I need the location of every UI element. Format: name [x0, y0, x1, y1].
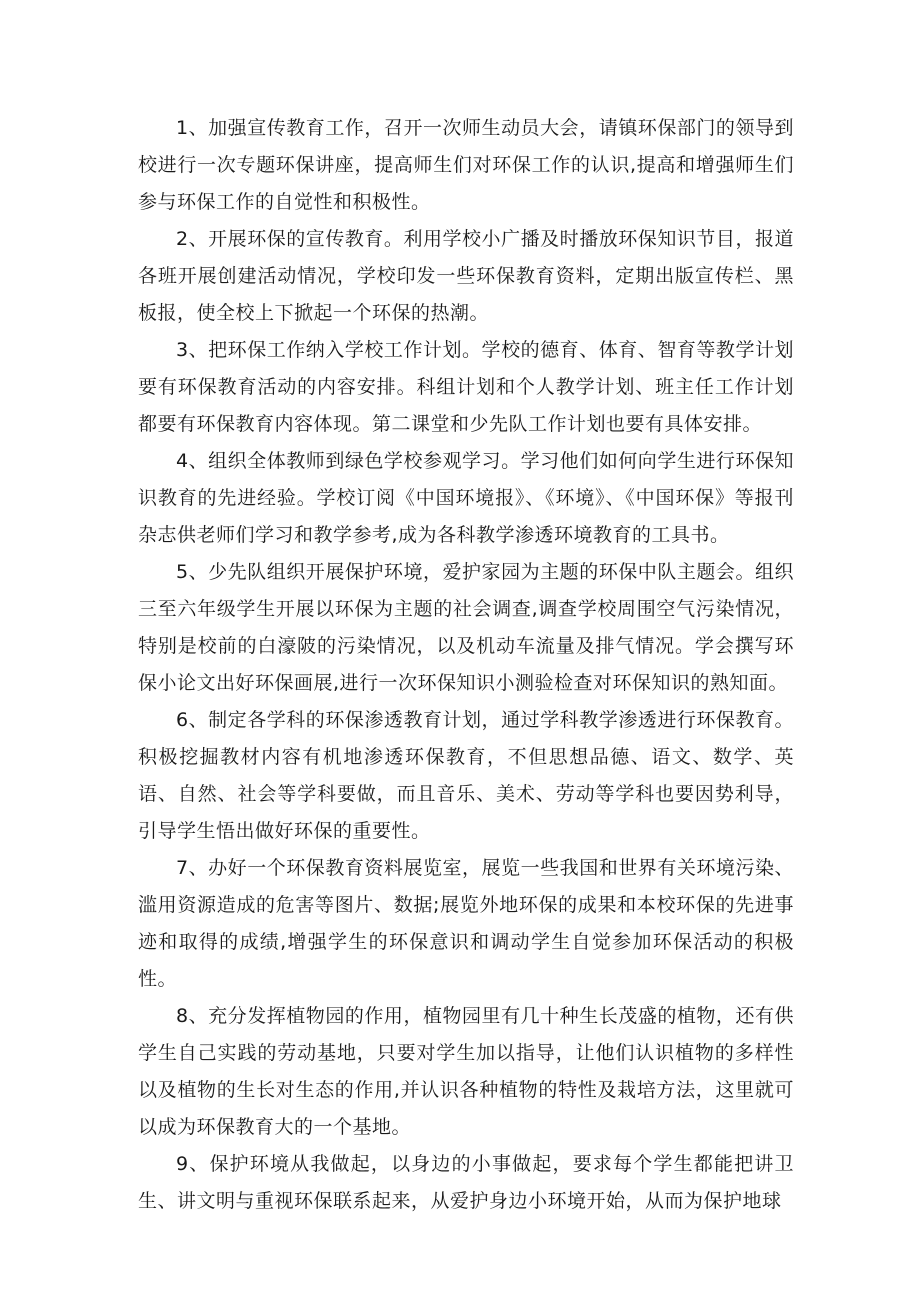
paragraph-9: 9、保护环境从我做起，以身边的小事做起，要求每个学生都能把讲卫生、讲文明与重视环保联系起来，从爱护身边小环境开始，从而为保护地球 — [138, 1153, 794, 1212]
paragraph-6: 6、制定各学科的环保渗透教育计划，通过学科教学渗透进行环保教育。积极挖掘教材内容有机地渗透环保教育，不但思想品德、语文、数学、英语、自然、社会等学科要做，而且音乐、美术、劳动等学科也要因势利导，引导学生悟出做好环保的重要性。 — [138, 709, 794, 842]
paragraph-7: 7、办好一个环保教育资料展览室，展览一些我国和世界有关环境污染、滥用资源造成的危害等图片、数据;展览外地环保的成果和本校环保的先进事迹和取得的成绩,增强学生的环保意识和调动学生自觉参加环保活动的积极性。 — [138, 857, 794, 990]
document-body — [138, 110, 794, 1220]
paragraph-4: 4、组织全体教师到绿色学校参观学习。学习他们如何向学生进行环保知识教育的先进经验。学校订阅《中国环境报》、《环境》、《中国环保》等报刊杂志供老师们学习和教学参考,成为各科教学渗透环境教育的工具书。 — [138, 450, 794, 546]
paragraph-3: 3、把环保工作纳入学校工作计划。学校的德育、体育、智育等教学计划要有环保教育活动的内容安排。科组计划和个人教学计划、班主任工作计划都要有环保教育内容体现。第二课堂和少先队工作计划也要有具体安排。 — [138, 339, 794, 435]
paragraph-8: 8、充分发挥植物园的作用，植物园里有几十种生长茂盛的植物，还有供学生自己实践的劳动基地，只要对学生加以指导，让他们认识植物的多样性以及植物的生长对生态的作用,并认识各种植物的特性及栽培方法，这里就可以成为环保教育大的一个基地。 — [138, 1005, 794, 1138]
paragraph-1: 1、加强宣传教育工作，召开一次师生动员大会，请镇环保部门的领导到校进行一次专题环保讲座，提高师生们对环保工作的认识,提高和增强师生们参与环保工作的自觉性和积极性。 — [138, 117, 794, 213]
paragraph-5: 5、少先队组织开展保护环境，爱护家园为主题的环保中队主题会。组织三至六年级学生开展以环保为主题的社会调查,调查学校周围空气污染情况，特别是校前的白濠陂的污染情况，以及机动车流量及排气情况。学会撰写环保小论文出好环保画展,进行一次环保知识小测验检查对环保知识的熟知面。 — [138, 561, 794, 694]
paragraph-2: 2、开展环保的宣传教育。利用学校小广播及时播放环保知识节目，报道各班开展创建活动情况，学校印发一些环保教育资料，定期出版宣传栏、黑板报，使全校上下掀起一个环保的热潮。 — [138, 228, 794, 324]
